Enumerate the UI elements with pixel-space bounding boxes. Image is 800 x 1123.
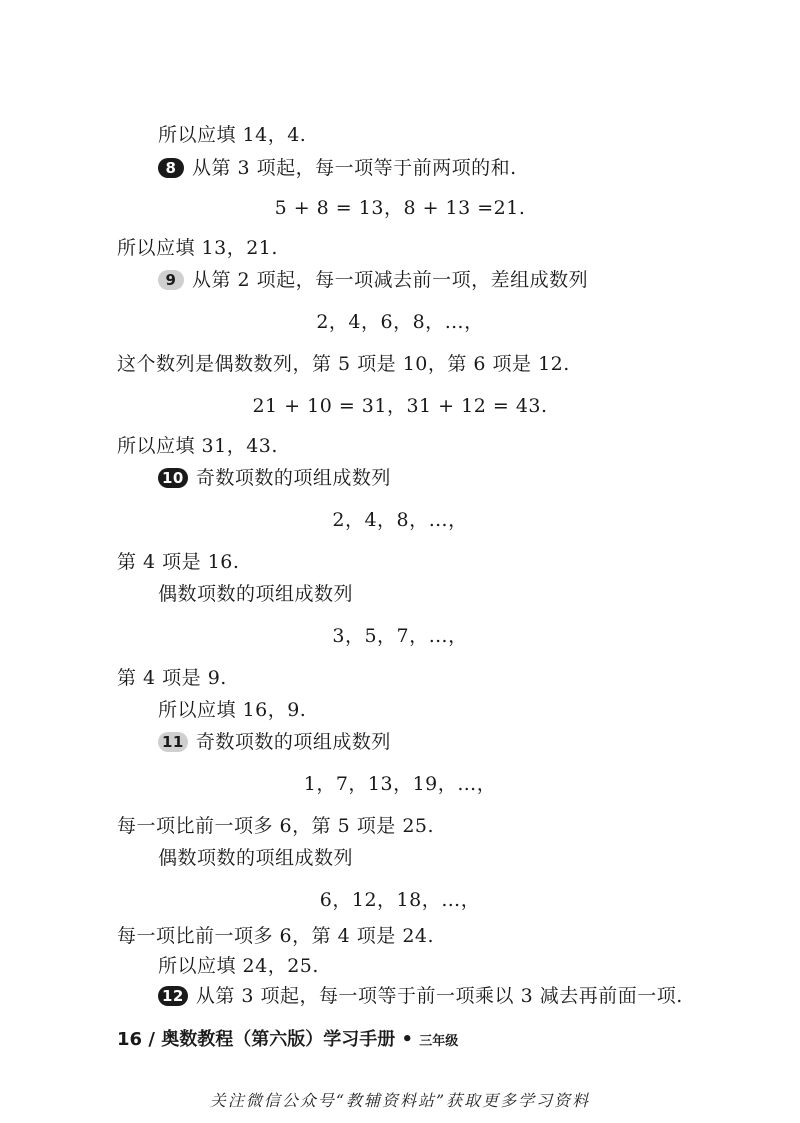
text-line: 每一项比前一项多 6，第 4 项是 24. [117,925,435,947]
text-line: 第 4 项是 9. [117,667,227,689]
book-title: 奥数教程（第六版）学习手册 [161,1029,396,1050]
problem-10-statement: 10 奇数项数的项组成数列 [158,466,391,490]
text-line: 偶数项数的项组成数列 [158,583,354,605]
answer-line: 所以应填 14，4. [158,124,307,146]
footer-separator: / [148,1029,155,1050]
formula-line: 5 + 8 = 13，8 + 13 =21. [274,197,526,219]
text-line: 第 4 项是 16. [117,551,240,573]
problem-8-statement: 8 从第 3 项起，每一项等于前两项的和. [158,156,517,180]
problem-12-statement: 12 从第 3 项起，每一项等于前一项乘以 3 减去再前面一项. [158,984,683,1008]
watermark-text: 关注微信公众号“教辅资料站”获取更多学习资料 [209,1091,591,1110]
sequence-line: 2，4，8，…， [332,509,468,531]
problem-11-statement: 11 奇数项数的项组成数列 [158,730,391,754]
answer-line: 所以应填 31，43. [117,435,278,457]
page-footer [117,1028,458,1054]
problem-number-badge: 8 [158,158,184,178]
sequence-line: 2，4，6，8，…， [316,311,484,333]
answer-line: 所以应填 16，9. [158,699,307,721]
problem-number-badge: 10 [158,468,188,488]
sequence-line: 6，12，18，…， [319,889,481,911]
text-line: 每一项比前一项多 6，第 5 项是 25. [117,815,435,837]
footer-dot: • [401,1029,413,1050]
formula-line: 21 + 10 = 31，31 + 12 = 43. [252,395,548,417]
grade-label: 三年级 [419,1034,459,1049]
text-line: 这个数列是偶数数列，第 5 项是 10，第 6 项是 12. [117,353,570,375]
problem-number-badge: 11 [158,732,188,752]
answer-line: 所以应填 24，25. [158,955,319,977]
sequence-line: 1，7，13，19，…， [303,773,497,795]
text-line: 偶数项数的项组成数列 [158,847,354,869]
problem-number-badge: 9 [158,270,184,290]
problem-9-statement: 9 从第 2 项起，每一项减去前一项，差组成数列 [158,268,588,292]
answer-line: 所以应填 13，21. [117,237,278,259]
sequence-line: 3，5，7，…， [332,625,468,647]
problem-number-badge: 12 [158,986,188,1006]
page-number: 16 [117,1029,143,1050]
